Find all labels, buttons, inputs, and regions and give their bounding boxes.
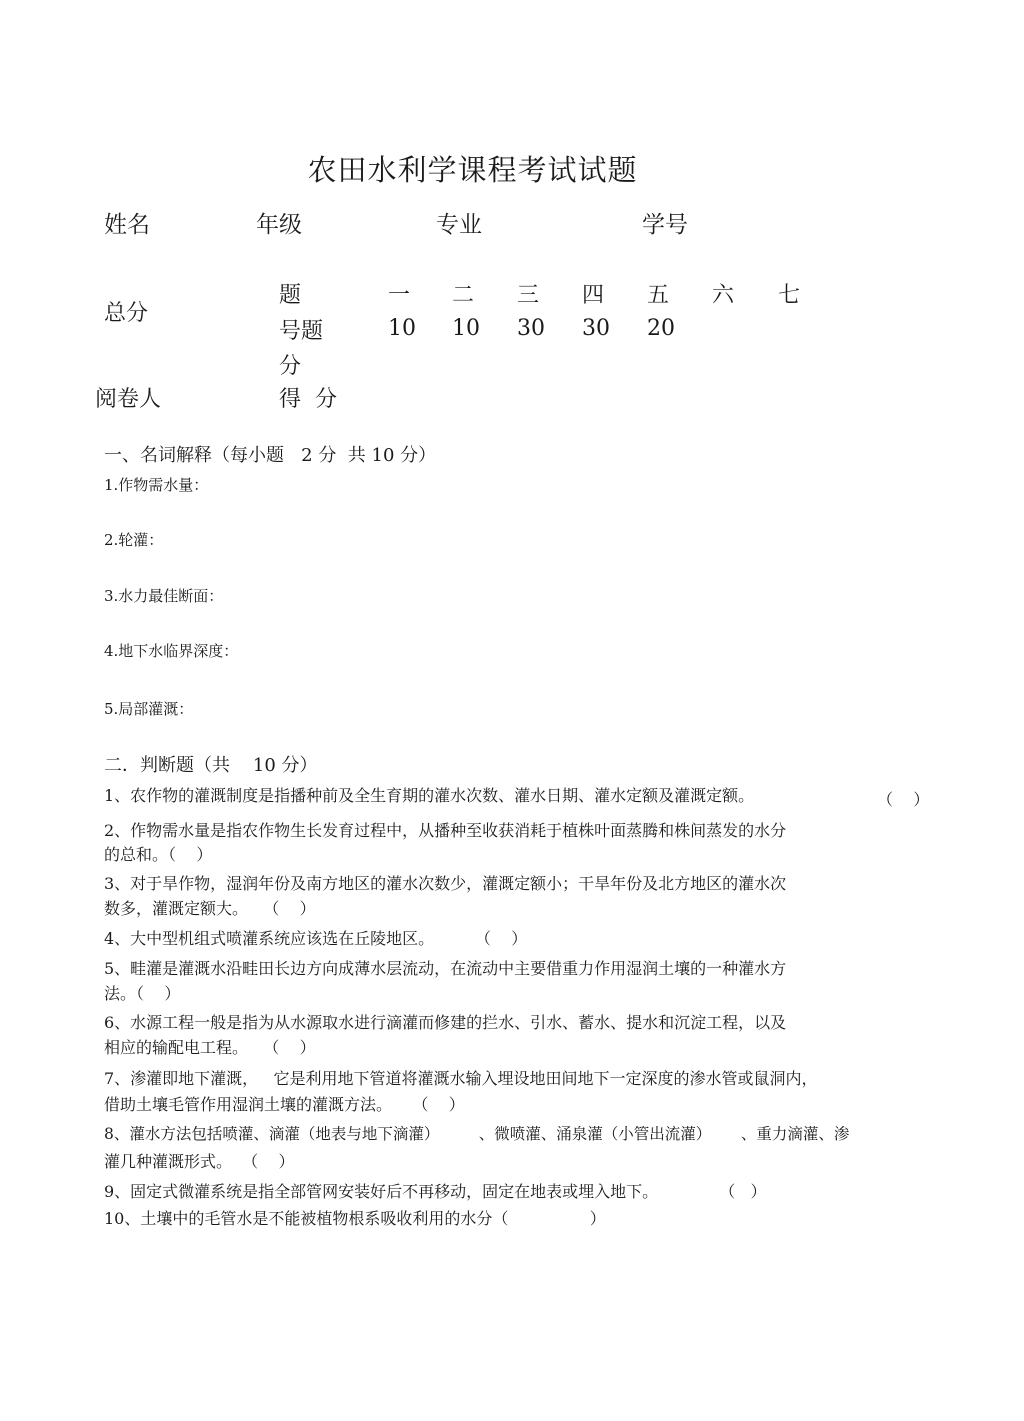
judgment-item: 9、固定式微灌系统是指全部管网安装好后不再移动，固定在地表或埋入地下。 （ ） (104, 1182, 767, 1201)
section2-heading: 二．判断题（共 10 分） (104, 755, 318, 776)
question-number: 四 (582, 283, 605, 308)
question-number: 二 (452, 283, 475, 308)
major-label: 专业 (436, 212, 482, 238)
page-title: 农田水利学课程考试试题 (307, 153, 638, 187)
question-points: 20 (647, 316, 675, 341)
question-points: 10 (388, 316, 416, 341)
judgment-item-cont: 法。（ ） (104, 984, 181, 1003)
grader-label: 阅卷人 (95, 387, 162, 412)
question-number: 七 (778, 283, 801, 308)
student-id-label: 学号 (642, 212, 688, 238)
question-number: 一 (388, 283, 411, 308)
judgment-item: 7、渗灌即地下灌溉， 它是利用地下管道将灌溉水输入埋设地田间地下一定深度的渗水管或鼠洞内， (104, 1069, 818, 1088)
score-label: 得 分 (279, 387, 337, 412)
question-points: 10 (452, 316, 480, 341)
judgment-item: 4、大中型机组式喷灌系统应该选在丘陵地区。 （ ） (104, 929, 528, 948)
total-score-label: 总分 (104, 301, 149, 326)
row-label-line: 号题 (279, 319, 324, 344)
section1-heading: 一、名词解释（每小题 2 分 共 10 分） (104, 445, 437, 466)
row-label-line: 题 (279, 283, 302, 308)
judgment-item: 6、水源工程一般是指为从水源取水进行滴灌而修建的拦水、引水、蓄水、提水和沉淀工程，以及 (104, 1013, 787, 1032)
term-item: 4.地下水临界深度： (104, 642, 239, 660)
term-item: 5.局部灌溉： (104, 700, 194, 718)
judgment-item: 8、灌水方法包括喷灌、滴灌（地表与地下滴灌） 、微喷灌、涌泉灌（小管出流灌） 、重力滴灌、渗 (104, 1125, 850, 1143)
judgment-item: 3、对于旱作物，湿润年份及南方地区的灌水次数少，灌溉定额小；干旱年份及北方地区的灌水次 (104, 874, 787, 893)
judgment-item-cont: 的总和。（ ） (104, 845, 213, 864)
term-item: 1.作物需水量： (104, 476, 209, 494)
term-item: 2.轮灌： (104, 531, 164, 549)
question-points: 30 (582, 316, 610, 341)
row-label-line: 分 (279, 354, 302, 379)
question-points: 30 (517, 316, 545, 341)
name-label: 姓名 (104, 212, 150, 238)
judgment-item: 10、土壤中的毛管水是不能被植物根系吸收利用的水分（ ） (104, 1209, 606, 1228)
judgment-item-cont: 数多，灌溉定额大。 （ ） (104, 899, 316, 918)
term-item: 3.水力最佳断面： (104, 587, 224, 605)
question-number: 六 (712, 283, 735, 308)
question-number: 三 (517, 283, 540, 308)
judgment-item: 5、畦灌是灌溉水沿畦田长边方向成薄水层流动，在流动中主要借重力作用湿润土壤的一种灌水方 (104, 959, 787, 978)
judgment-item-cont: 灌几种灌溉形式。 （ ） (104, 1152, 295, 1171)
grade-label: 年级 (256, 212, 302, 238)
judgment-item-cont: 相应的输配电工程。 （ ） (104, 1038, 316, 1057)
judgment-item-cont: 借助土壤毛管作用湿润土壤的灌溉方法。 （ ） (104, 1095, 465, 1114)
question-number: 五 (647, 283, 670, 308)
judgment-item: 2、作物需水量是指农作物生长发育过程中，从播种至收获消耗于植株叶面蒸腾和株间蒸发的水分 (104, 821, 787, 840)
answer-blank: （ ） (877, 790, 930, 809)
judgment-item: 1、农作物的灌溉制度是指播种前及全生育期的灌水次数、灌水日期、灌水定额及灌溉定额。 (104, 786, 755, 805)
